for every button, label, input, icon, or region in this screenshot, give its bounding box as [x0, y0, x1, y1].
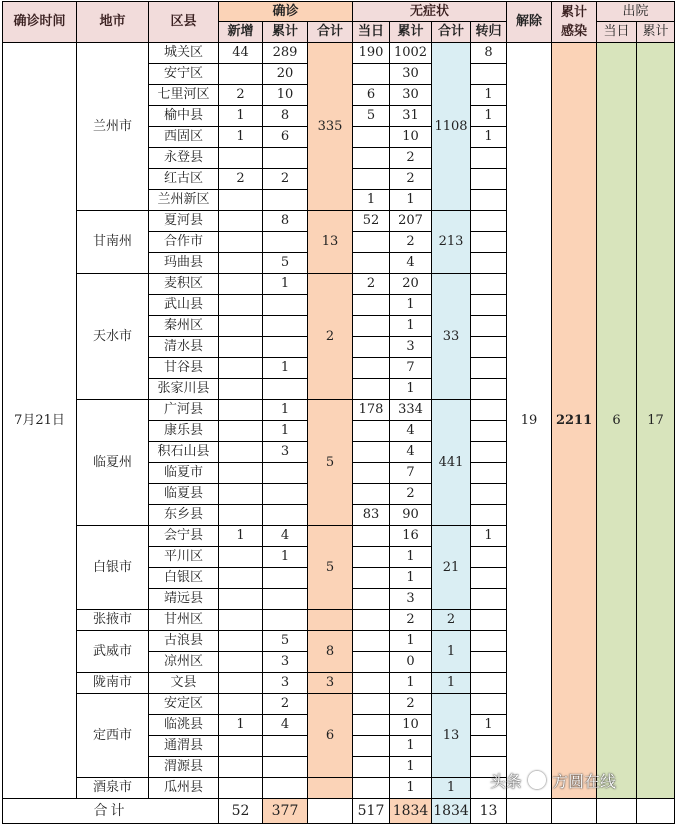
confirmed-new-cell	[219, 274, 263, 295]
confirmed-new-cell	[219, 652, 263, 673]
asym-converted-cell	[471, 358, 507, 379]
county-name: 张家川县	[149, 379, 219, 400]
asym-sum-cell: 2	[432, 610, 471, 631]
confirmed-cum-cell	[263, 484, 308, 505]
asym-converted-cell: 1	[471, 85, 507, 106]
total-row	[3, 799, 675, 824]
confirmed-new-cell	[219, 253, 263, 274]
header-cum-infected-line1: 累计	[561, 5, 588, 20]
confirmed-cum-cell	[263, 379, 308, 400]
confirmed-new-cell	[219, 778, 263, 799]
confirmed-new-cell	[219, 442, 263, 463]
asym-converted-cell	[471, 568, 507, 589]
confirmed-new-cell	[219, 673, 263, 694]
asym-cum-cell: 207	[390, 211, 432, 232]
county-name: 东乡县	[149, 505, 219, 526]
asym-cum-cell: 3	[390, 589, 432, 610]
confirmed-new-cell: 2	[219, 169, 263, 190]
county-name: 积石山县	[149, 442, 219, 463]
confirmed-new-cell	[219, 232, 263, 253]
asym-today-cell: 2	[353, 274, 390, 295]
confirmed-cum-cell: 1	[263, 421, 308, 442]
asym-today-cell	[353, 526, 390, 547]
confirmed-cum-cell	[263, 148, 308, 169]
asym-converted-cell	[471, 736, 507, 757]
confirmed-cum-cell: 2	[263, 694, 308, 715]
asym-converted-cell	[471, 442, 507, 463]
confirmed-cum-cell	[263, 757, 308, 778]
total-disch-today	[597, 799, 637, 824]
confirmed-cum-cell: 3	[263, 442, 308, 463]
asym-today-cell: 178	[353, 400, 390, 421]
at-icon	[528, 771, 546, 789]
confirmed-new-cell	[219, 547, 263, 568]
confirmed-new-cell	[219, 211, 263, 232]
confirmed-new-cell	[219, 337, 263, 358]
asym-today-cell	[353, 442, 390, 463]
confirmed-sum-cell: 5	[308, 526, 353, 610]
county-name: 安宁区	[149, 64, 219, 85]
asym-cum-cell: 2	[390, 169, 432, 190]
county-name: 武山县	[149, 295, 219, 316]
asym-today-cell: 83	[353, 505, 390, 526]
asym-today-cell: 1	[353, 190, 390, 211]
confirmed-sum-cell	[308, 610, 353, 631]
header-disch-cum: 累计	[637, 22, 675, 43]
header-confirmed-new: 新增	[219, 22, 263, 43]
asym-converted-cell: 8	[471, 43, 507, 64]
confirmed-cum-cell	[263, 736, 308, 757]
watermark-prefix: 头条	[489, 772, 522, 791]
asym-sum-cell: 441	[432, 400, 471, 526]
total-cum-infected	[552, 799, 597, 824]
asym-today-cell	[353, 568, 390, 589]
asym-today-cell	[353, 463, 390, 484]
confirmed-new-cell	[219, 568, 263, 589]
total-label: 合计	[3, 799, 219, 824]
header-discharged: 出院	[597, 2, 675, 22]
county-name: 靖远县	[149, 589, 219, 610]
date-cell: 7月21日	[3, 43, 77, 799]
confirmed-new-cell	[219, 484, 263, 505]
confirmed-new-cell	[219, 358, 263, 379]
confirmed-cum-cell: 10	[263, 85, 308, 106]
asym-today-cell	[353, 295, 390, 316]
confirmed-new-cell: 1	[219, 715, 263, 736]
header-released: 解除	[507, 2, 552, 43]
asym-converted-cell	[471, 673, 507, 694]
county-name: 红古区	[149, 169, 219, 190]
asym-cum-cell: 30	[390, 64, 432, 85]
county-name: 广河县	[149, 400, 219, 421]
confirmed-new-cell	[219, 64, 263, 85]
confirmed-cum-cell: 5	[263, 253, 308, 274]
asym-converted-cell: 1	[471, 106, 507, 127]
table-body	[3, 2, 675, 824]
header-asym-sum: 合计	[432, 22, 471, 43]
county-name: 渭源县	[149, 757, 219, 778]
confirmed-cum-cell	[263, 568, 308, 589]
asym-cum-cell: 10	[390, 127, 432, 148]
city-name: 临夏州	[77, 400, 149, 526]
asym-today-cell	[353, 484, 390, 505]
asym-sum-cell: 1	[432, 778, 471, 799]
county-name: 玛曲县	[149, 253, 219, 274]
asym-converted-cell	[471, 694, 507, 715]
asym-cum-cell: 1	[390, 631, 432, 652]
confirmed-sum-cell: 3	[308, 673, 353, 694]
total-confirmed-cum: 377	[263, 799, 308, 824]
asym-today-cell	[353, 169, 390, 190]
asym-today-cell	[353, 232, 390, 253]
county-name: 白银区	[149, 568, 219, 589]
confirmed-sum-cell: 2	[308, 274, 353, 400]
asym-converted-cell	[471, 253, 507, 274]
confirmed-cum-cell: 5	[263, 631, 308, 652]
header-date: 确诊时间	[3, 2, 77, 43]
header-asymptomatic: 无症状	[353, 2, 507, 22]
asym-converted-cell	[471, 148, 507, 169]
asym-today-cell	[353, 694, 390, 715]
asym-converted-cell	[471, 484, 507, 505]
asym-converted-cell	[471, 421, 507, 442]
asym-today-cell: 52	[353, 211, 390, 232]
confirmed-new-cell	[219, 505, 263, 526]
asym-converted-cell	[471, 169, 507, 190]
confirmed-new-cell	[219, 694, 263, 715]
confirmed-new-cell	[219, 190, 263, 211]
asym-cum-cell: 20	[390, 274, 432, 295]
county-name: 康乐县	[149, 421, 219, 442]
county-name: 城关区	[149, 43, 219, 64]
confirmed-cum-cell	[263, 610, 308, 631]
city-name: 武威市	[77, 631, 149, 673]
asym-today-cell	[353, 589, 390, 610]
confirmed-sum-cell: 8	[308, 631, 353, 673]
county-name: 甘谷县	[149, 358, 219, 379]
confirmed-cum-cell: 3	[263, 673, 308, 694]
asym-today-cell	[353, 253, 390, 274]
asym-today-cell	[353, 547, 390, 568]
header-county: 区县	[149, 2, 219, 43]
asym-converted-cell	[471, 190, 507, 211]
asym-cum-cell: 2	[390, 232, 432, 253]
asym-today-cell	[353, 631, 390, 652]
header-asym-cum: 累计	[390, 22, 432, 43]
header-row-1	[3, 2, 675, 22]
asym-today-cell: 5	[353, 106, 390, 127]
total-asym-cum: 1834	[390, 799, 432, 824]
asym-today-cell	[353, 421, 390, 442]
asym-cum-cell: 1	[390, 736, 432, 757]
city-name: 白银市	[77, 526, 149, 610]
asym-cum-cell: 30	[390, 85, 432, 106]
confirmed-sum-cell	[308, 778, 353, 799]
confirmed-new-cell: 1	[219, 106, 263, 127]
cum-infected-value: 2211	[552, 43, 597, 799]
asym-cum-cell: 1	[390, 190, 432, 211]
asym-sum-cell: 21	[432, 526, 471, 610]
asym-cum-cell: 1	[390, 379, 432, 400]
asym-today-cell	[353, 64, 390, 85]
county-name: 临夏市	[149, 463, 219, 484]
asym-converted-cell	[471, 463, 507, 484]
watermark-suffix: 方圆在线	[551, 772, 616, 791]
confirmed-cum-cell: 4	[263, 715, 308, 736]
confirmed-new-cell: 1	[219, 127, 263, 148]
asym-converted-cell	[471, 379, 507, 400]
total-confirmed-sum	[308, 799, 353, 824]
confirmed-cum-cell	[263, 295, 308, 316]
total-disch-cum	[637, 799, 675, 824]
asym-converted-cell: 1	[471, 127, 507, 148]
county-name: 平川区	[149, 547, 219, 568]
confirmed-cum-cell	[263, 778, 308, 799]
asym-cum-cell: 16	[390, 526, 432, 547]
total-asym-today: 517	[353, 799, 390, 824]
asym-cum-cell: 4	[390, 421, 432, 442]
asym-cum-cell: 7	[390, 463, 432, 484]
asym-cum-cell: 1	[390, 547, 432, 568]
confirmed-new-cell: 44	[219, 43, 263, 64]
confirmed-new-cell	[219, 631, 263, 652]
asym-cum-cell: 3	[390, 337, 432, 358]
county-name: 西固区	[149, 127, 219, 148]
confirmed-cum-cell	[263, 337, 308, 358]
county-name: 文县	[149, 673, 219, 694]
asym-converted-cell	[471, 316, 507, 337]
asym-today-cell	[353, 673, 390, 694]
asym-today-cell	[353, 148, 390, 169]
confirmed-new-cell	[219, 610, 263, 631]
asym-sum-cell: 1108	[432, 43, 471, 211]
asym-cum-cell: 10	[390, 715, 432, 736]
confirmed-new-cell	[219, 421, 263, 442]
county-name: 凉州区	[149, 652, 219, 673]
county-name: 兰州新区	[149, 190, 219, 211]
header-city: 地市	[77, 2, 149, 43]
asym-cum-cell: 2	[390, 694, 432, 715]
asym-today-cell	[353, 358, 390, 379]
confirmed-sum-cell: 13	[308, 211, 353, 274]
city-name: 甘南州	[77, 211, 149, 274]
city-name: 张掖市	[77, 610, 149, 631]
county-name: 甘州区	[149, 610, 219, 631]
city-name: 陇南市	[77, 673, 149, 694]
county-name: 临夏县	[149, 484, 219, 505]
header-disch-today: 当日	[597, 22, 637, 43]
confirmed-cum-cell: 8	[263, 211, 308, 232]
confirmed-cum-cell: 2	[263, 169, 308, 190]
asym-cum-cell: 31	[390, 106, 432, 127]
asym-cum-cell: 90	[390, 505, 432, 526]
confirmed-cum-cell: 1	[263, 400, 308, 421]
asym-cum-cell: 4	[390, 253, 432, 274]
asym-today-cell	[353, 757, 390, 778]
asym-today-cell: 6	[353, 85, 390, 106]
confirmed-new-cell	[219, 148, 263, 169]
confirmed-new-cell	[219, 757, 263, 778]
county-name: 瓜州县	[149, 778, 219, 799]
asym-cum-cell: 1	[390, 568, 432, 589]
confirmed-cum-cell: 3	[263, 652, 308, 673]
city-name: 定西市	[77, 694, 149, 778]
city-name: 天水市	[77, 274, 149, 400]
confirmed-cum-cell	[263, 316, 308, 337]
watermark	[490, 769, 616, 792]
confirmed-cum-cell	[263, 190, 308, 211]
header-asym-today: 当日	[353, 22, 390, 43]
asym-today-cell	[353, 337, 390, 358]
asym-cum-cell: 1002	[390, 43, 432, 64]
asym-sum-cell: 13	[432, 694, 471, 778]
confirmed-new-cell	[219, 463, 263, 484]
confirmed-cum-cell: 1	[263, 274, 308, 295]
header-asym-converted: 转归	[471, 22, 507, 43]
county-name: 通渭县	[149, 736, 219, 757]
county-name: 合作市	[149, 232, 219, 253]
asym-sum-cell: 1	[432, 673, 471, 694]
confirmed-new-cell	[219, 589, 263, 610]
header-cum-infected	[552, 2, 597, 43]
confirmed-new-cell	[219, 736, 263, 757]
asym-cum-cell: 2	[390, 610, 432, 631]
asym-sum-cell: 1	[432, 631, 471, 673]
asym-converted-cell	[471, 505, 507, 526]
asym-cum-cell: 2	[390, 148, 432, 169]
header-confirmed-cum: 累计	[263, 22, 308, 43]
asym-today-cell	[353, 379, 390, 400]
county-name: 清水县	[149, 337, 219, 358]
asym-cum-cell: 1	[390, 757, 432, 778]
total-asym-sum: 1834	[432, 799, 471, 824]
confirmed-cum-cell	[263, 232, 308, 253]
header-confirmed: 确诊	[219, 2, 353, 22]
asym-cum-cell: 4	[390, 442, 432, 463]
asym-cum-cell: 1	[390, 295, 432, 316]
confirmed-cum-cell: 4	[263, 526, 308, 547]
county-name: 秦州区	[149, 316, 219, 337]
county-name: 会宁县	[149, 526, 219, 547]
confirmed-cum-cell: 6	[263, 127, 308, 148]
city-name: 酒泉市	[77, 778, 149, 799]
asym-converted-cell	[471, 274, 507, 295]
header-confirmed-sum: 合计	[308, 22, 353, 43]
asym-converted-cell	[471, 400, 507, 421]
asym-cum-cell: 7	[390, 358, 432, 379]
confirmed-new-cell	[219, 295, 263, 316]
total-asym-converted: 13	[471, 799, 507, 824]
asym-cum-cell: 0	[390, 652, 432, 673]
confirmed-sum-cell: 335	[308, 43, 353, 211]
asym-cum-cell: 2	[390, 484, 432, 505]
confirmed-cum-cell	[263, 589, 308, 610]
disch-today-value: 6	[597, 43, 637, 799]
asym-sum-cell: 33	[432, 274, 471, 400]
disch-cum-value: 17	[637, 43, 675, 799]
confirmed-cum-cell: 20	[263, 64, 308, 85]
asym-sum-cell: 213	[432, 211, 471, 274]
county-name: 永登县	[149, 148, 219, 169]
county-name: 夏河县	[149, 211, 219, 232]
total-released	[507, 799, 552, 824]
asym-today-cell	[353, 778, 390, 799]
asym-today-cell	[353, 610, 390, 631]
asym-converted-cell: 1	[471, 526, 507, 547]
confirmed-cum-cell	[263, 505, 308, 526]
asym-today-cell: 190	[353, 43, 390, 64]
asym-converted-cell	[471, 547, 507, 568]
asym-converted-cell	[471, 232, 507, 253]
asym-today-cell	[353, 127, 390, 148]
confirmed-new-cell: 2	[219, 85, 263, 106]
county-name: 安定区	[149, 694, 219, 715]
asym-today-cell	[353, 736, 390, 757]
confirmed-cum-cell: 1	[263, 547, 308, 568]
asym-converted-cell	[471, 337, 507, 358]
asym-cum-cell: 334	[390, 400, 432, 421]
covid-stats-table	[2, 1, 675, 824]
county-name: 榆中县	[149, 106, 219, 127]
asym-cum-cell: 1	[390, 778, 432, 799]
asym-converted-cell: 1	[471, 715, 507, 736]
confirmed-new-cell	[219, 400, 263, 421]
header-cum-infected-line2: 感染	[561, 24, 588, 39]
county-name: 七里河区	[149, 85, 219, 106]
asym-today-cell	[353, 715, 390, 736]
asym-today-cell	[353, 316, 390, 337]
confirmed-new-cell: 1	[219, 526, 263, 547]
asym-converted-cell	[471, 610, 507, 631]
asym-converted-cell	[471, 631, 507, 652]
total-confirmed-new: 52	[219, 799, 263, 824]
asym-cum-cell: 1	[390, 673, 432, 694]
table-row	[3, 43, 675, 64]
confirmed-new-cell	[219, 379, 263, 400]
confirmed-cum-cell	[263, 463, 308, 484]
asym-converted-cell	[471, 295, 507, 316]
asym-converted-cell	[471, 652, 507, 673]
confirmed-new-cell	[219, 316, 263, 337]
asym-converted-cell	[471, 211, 507, 232]
county-name: 麦积区	[149, 274, 219, 295]
city-name: 兰州市	[77, 43, 149, 211]
confirmed-sum-cell: 6	[308, 694, 353, 778]
county-name: 古浪县	[149, 631, 219, 652]
confirmed-cum-cell: 1	[263, 358, 308, 379]
released-value: 19	[507, 43, 552, 799]
confirmed-cum-cell: 289	[263, 43, 308, 64]
county-name: 临洮县	[149, 715, 219, 736]
confirmed-cum-cell: 8	[263, 106, 308, 127]
asym-converted-cell	[471, 589, 507, 610]
asym-cum-cell: 1	[390, 316, 432, 337]
asym-converted-cell	[471, 64, 507, 85]
asym-today-cell	[353, 652, 390, 673]
confirmed-sum-cell: 5	[308, 400, 353, 526]
